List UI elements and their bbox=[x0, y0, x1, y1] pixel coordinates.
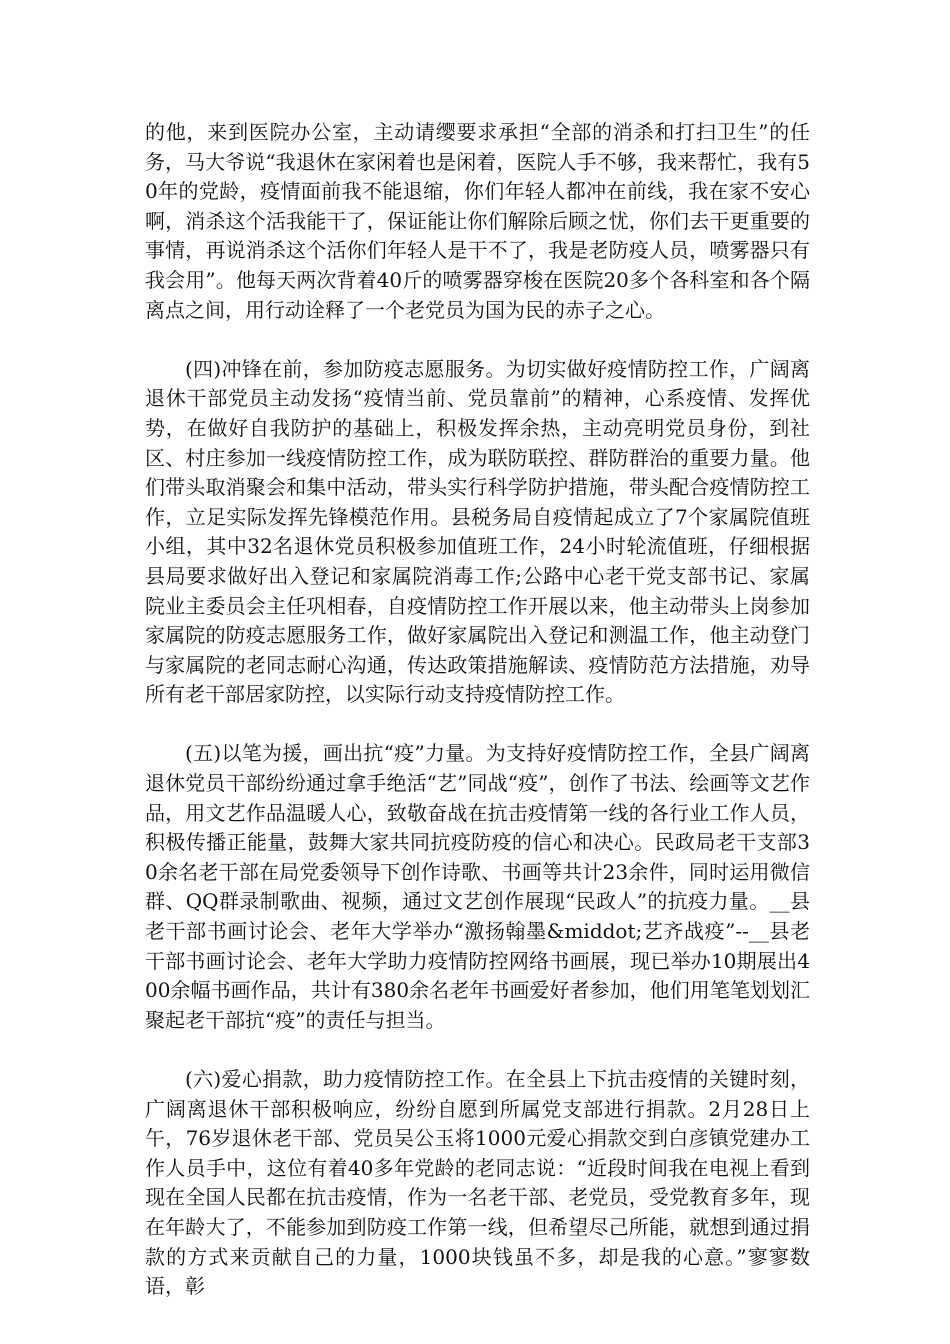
paragraph-section-4: (四)冲锋在前，参加防疫志愿服务。为切实做好疫情防控工作，广阔离退休干部党员主动发扬“疫情当前、党员靠前”的精神，心系疫情、发挥优势，在做好自我防护的基础上，积极发挥余热，主动亮明党员身份，到社区、村庄参加一线疫情防控工作，成为联防联控、群防群治的重要力量。他们带头取消聚会和集中活动，带头实行科学防护措施，带头配合疫情防控工作，立足实际发挥先锋模范作用。县税务局自疫情起成立了7个家属院值班小组，其中32名退休党员积极参加值班工作，24小时轮流值班，仔细根据县局要求做好出入登记和家属院消毒工作;公路中心老干党支部书记、家属院业主委员会主任巩相春，自疫情防控工作开展以来，他主动带头上岗参加家属院的防疫志愿服务工作，做好家属院出入登记和测温工作，他主动登门与家属院的老同志耐心沟通，传达政策措施解读、疫情防范方法措施，劝导所有老干部居家防控，以实际行动支持疫情防控工作。 bbox=[145, 356, 810, 707]
paragraph-continuation: 的他，来到医院办公室，主动请缨要求承担“全部的消杀和打扫卫生”的任务，马大爷说“我退休在家闲着也是闲着，医院人手不够，我来帮忙，我有50年的党龄，疫情面前我不能退缩，你们年轻人都冲在前线，我在家不安心啊，消杀这个活我能干了，保证能让你们解除后顾之忧，你们去干更重要的事情，再说消杀这个活你们年轻人是干不了，我是老防疫人员，喷雾器只有我会用”。他每天两次背着40斤的喷雾器穿梭在医院20多个各科室和各个隔离点之间，用行动诠释了一个老党员为国为民的赤子之心。 bbox=[145, 120, 810, 322]
paragraph-section-5: (五)以笔为援，画出抗“疫”力量。为支持好疫情防控工作，全县广阔离退休党员干部纷纷通过拿手绝活“艺”同战“疫”，创作了书法、绘画等文艺作品，用文艺作品温暖人心，致敬奋战在抗击疫情第一线的各行业工作人员，积极传播正能量，鼓舞大家共同抗疫防疫的信心和决心。民政局老干支部30余名老干部在局党委领导下创作诗歌、书画等共计23余件，同时运用微信群、QQ群录制歌曲、视频，通过文艺创作展现“民政人”的抗疫力量。__县老干部书画讨论会、老年大学举办“激扬翰墨&middot;艺齐战疫”--__县老干部书画讨论会、老年大学助力疫情防控网络书画展，现已举办10期展出400余幅书画作品，共计有380余名老年书画爱好者参加，他们用笔笔划划汇聚起老干部抗“疫”的责任与担当。 bbox=[145, 741, 810, 1032]
document-body bbox=[145, 118, 810, 1302]
paragraph-section-6: (六)爱心捐款，助力疫情防控工作。在全县上下抗击疫情的关键时刻，广阔离退休干部积极响应，纷纷自愿到所属党支部进行捐款。2月28日上午，76岁退休老干部、党员吴公玉将1000元爱心捐款交到白彦镇党建办工作人员手中，这位有着40多年党龄的老同志说：“近段时间我在电视上看到现在全国人民都在抗击疫情，作为一名老干部、老党员，受党教育多年，现在年龄大了，不能参加到防疫工作第一线，但希望尽己所能，就想到通过捐款的方式来贡献自己的力量，1000块钱虽不多，却是我的心意。”寥寥数语，彰 bbox=[145, 1067, 810, 1299]
